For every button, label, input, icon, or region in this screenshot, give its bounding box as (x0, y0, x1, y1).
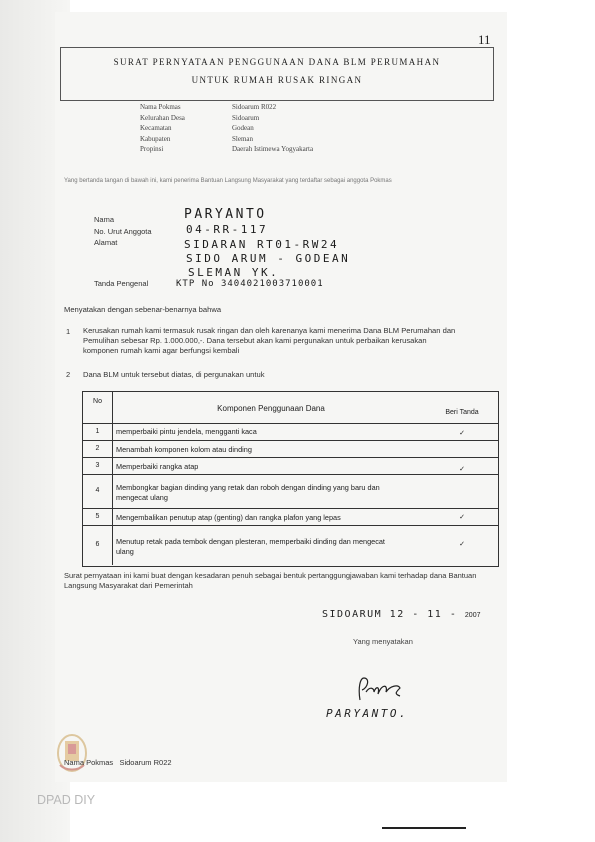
check-mark: ✓ (459, 466, 465, 473)
info-value: Godean (232, 124, 254, 132)
handwritten-ktp (176, 279, 324, 289)
statement-lead: Menyatakan dengan sebenar-benarnya bahwa (64, 305, 222, 314)
component-table (82, 391, 499, 567)
date-year: 2007 (464, 612, 481, 619)
handwritten-alamat-2: SIDO ARUM - GODEAN (186, 252, 351, 265)
label-nama: Nama (94, 215, 115, 224)
point-number: 1 (66, 327, 71, 336)
title-line-2: UNTUK RUMAH RUSAK RINGAN (191, 75, 363, 85)
info-value: Sidoarum (232, 113, 260, 122)
footer-pokmas (64, 758, 172, 767)
table-row (83, 440, 498, 458)
point-1-line: Kerusakan rumah kami termasuk rusak ringan dan oleh karenanya kami menerima Dana BLM Perumahan dan (83, 326, 456, 335)
label-no-urut: No. Urut Anggota (94, 227, 152, 236)
row-no: 2 (83, 440, 113, 457)
check-cell-empty (426, 474, 498, 508)
table-row (83, 423, 498, 441)
check-mark: ✓ (459, 541, 465, 548)
row-text: Memperbaiki rangka atap (116, 462, 199, 471)
handwritten-nama: PARYANTO (184, 207, 267, 222)
row-no: 4 (83, 474, 113, 508)
info-value: Sidoarum R022 (232, 103, 277, 111)
title-line-1: SURAT PERNYATAAN PENGGUNAAN DANA BLM PERUMAHAN (113, 57, 441, 67)
info-key: Nama Pokmas (140, 103, 181, 111)
handwritten-alamat-3: SLEMAN YK. (188, 266, 280, 279)
info-row (140, 103, 313, 114)
yang-menyatakan: Yang menyatakan (353, 637, 413, 646)
signer-name: PARYANTO. (326, 707, 409, 720)
row-text: Mengembalikan penutup atap (genting) dan rangka plafon yang lepas (116, 513, 341, 522)
place-date (322, 609, 480, 620)
point-number: 2 (66, 370, 71, 379)
check-mark: ✓ (459, 430, 465, 437)
header-tanda: Beri Tanda (445, 409, 479, 416)
bottom-rule (382, 827, 466, 829)
row-no: 1 (83, 423, 113, 440)
info-value: Sleman (232, 134, 253, 143)
table-row (83, 457, 498, 475)
table-row (83, 508, 498, 526)
seal-icon (54, 731, 90, 775)
info-key: Kelurahan Desa (140, 113, 185, 122)
label-tanda-pengenal: Tanda Pengenal (94, 279, 149, 288)
row-text: memperbaiki pintu jendela, mengganti kaca (116, 427, 257, 436)
page-number: 11 (478, 32, 491, 47)
watermark: DPAD DIY (37, 793, 96, 807)
info-key: Kabupaten (140, 134, 171, 143)
info-row (140, 145, 313, 156)
header-no: No (83, 392, 113, 423)
check-cell-empty (426, 440, 498, 457)
point-2-text: Dana BLM untuk tersebut diatas, di pergunakan untuk (83, 370, 265, 379)
point-1-text (83, 326, 498, 356)
row-no: 5 (83, 508, 113, 525)
row-text: Membongkar bagian dinding yang retak dan roboh dengan dinding yang baru dan mengecat ulang (116, 483, 380, 502)
row-text: Menutup retak pada tembok dengan plesteran, memperbaiki dinding dan mengecat ulang (116, 537, 385, 556)
row-no: 6 (83, 525, 113, 565)
table-row (83, 525, 498, 565)
ktp-number: No 3404021003710001 (201, 279, 324, 289)
footer-label: Nama Pokmas (64, 758, 114, 767)
pokmas-info (140, 103, 313, 156)
handwritten-alamat-1: SIDARAN RT01-RW24 (184, 238, 340, 251)
check-mark: ✓ (459, 514, 465, 521)
point-1-line: komponen rumah kami agar berfungsi kembali (83, 346, 240, 355)
row-no: 3 (83, 457, 113, 474)
place-date-handwritten: SIDOARUM 12 - 11 - (322, 609, 458, 620)
info-key: Kecamatan (140, 124, 172, 132)
info-value: Daerah Istimewa Yogyakarta (232, 145, 314, 153)
signature-icon (354, 674, 410, 708)
point-1-line: Pemulihan sebesar Rp. 1.000.000,-. Dana tersebut akan kami pergunakan untuk perbaikan kerusakan (83, 336, 427, 345)
info-key: Propinsi (140, 145, 164, 153)
header-komponen: Komponen Penggunaan Dana (217, 404, 325, 413)
label-alamat: Alamat (94, 238, 118, 247)
row-text: Menambah komponen kolom atau dinding (116, 445, 252, 454)
closing-statement: Surat pernyataan ini kami buat dengan kesadaran penuh sebagai bentuk pertanggungjawaban kami terhadap dana Bantuan Langsung Masyarakat dari Pemerintah (64, 571, 477, 590)
handwritten-no-urut: 04-RR-117 (186, 223, 269, 236)
footer-value: Sidoarum R022 (119, 758, 172, 767)
info-row (140, 114, 313, 125)
table-row (83, 474, 498, 509)
table-header (83, 392, 498, 424)
info-row (140, 124, 313, 135)
info-row (140, 135, 313, 146)
intro-text: Yang bertanda tangan di bawah ini, kami penerima Bantuan Langsung Masyarakat yang terdaftar sebagai anggota Pokmas (64, 178, 392, 184)
title-box (60, 47, 494, 101)
ktp-prefix: KTP (176, 279, 196, 289)
